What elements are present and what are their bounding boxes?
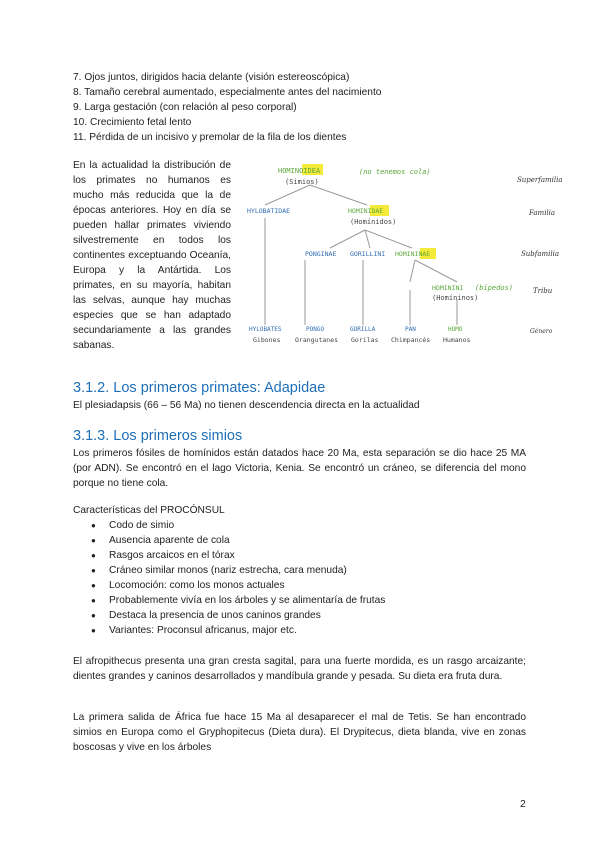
hominidos-label: (Homínidos) [350, 218, 397, 226]
ponginae-label: PONGINAE [305, 250, 337, 258]
salida-paragraph: La primera salida de África fue hace 15 Ma al desaparecer el mal de Tetis. Se han encontrado simios en Europa como el Gryphopitecus (Dieta dura). El Drypitecus, dieta blanda, vive en zonas boscosas y vive en los árboles [73, 712, 526, 753]
list-item: ● Destaca la presencia de unos caninos grandes [73, 608, 385, 623]
bipedos-label: (bípedos) [475, 284, 513, 292]
section-313-text: Los primeros fósiles de homínidos están datados hace 20 Ma, esta separación se dio hace 25 MA (por ADN). Se encontró en el lago Victoria, Kenia. Se encontró un cráneo, se diferencia del mono porque no tiene cola. [73, 448, 526, 489]
list-item-7: 7. Ojos juntos, dirigidos hacia delante (visión estereoscópica) [73, 72, 350, 83]
taxonomy-diagram [245, 160, 563, 355]
hominini-label: HOMININI [432, 284, 464, 292]
rank-superfamilia: Superfamilia [517, 176, 563, 184]
rank-genero: Género [530, 328, 553, 335]
list-item-11: 11. Pérdida de un incisivo y premolar de la fila de los dientes [73, 132, 347, 143]
genus-pan: PAN [405, 326, 416, 333]
proconsul-title: Características del PROCÓNSUL [73, 505, 225, 516]
list-item: ● Variantes: Proconsul africanus, major etc. [73, 623, 385, 638]
homininae-label: HOMININAE [395, 250, 431, 258]
section-312-text: El plesiadapsis (66 – 56 Ma) no tienen descendencia directa en la actualidad [73, 400, 420, 411]
homininos-label: (Homíninos) [432, 294, 479, 302]
list-item: ● Codo de simio [73, 518, 385, 533]
genus-pongo: PONGO [306, 326, 325, 333]
genus-homo: HOMO [448, 326, 463, 333]
page-number: 2 [520, 798, 526, 810]
list-item-8: 8. Tamaño cerebral aumentado, especialmente antes del nacimiento [73, 87, 382, 98]
common-chimpances: Chimpancés [391, 336, 431, 344]
rank-subfamilia: Subfamilia [521, 250, 560, 258]
common-gorilas: Gorilas [351, 336, 379, 344]
list-item: ● Probablemente vivía en los árboles y se alimentaría de frutas [73, 593, 385, 608]
rank-tribu: Tribu [533, 287, 553, 295]
no-tail-note: (no tenemos cola) [359, 168, 431, 176]
common-orangutanes: Orangutanes [295, 336, 339, 344]
list-item-9: 9. Larga gestación (con relación al peso corporal) [73, 102, 297, 113]
hominoidea-label: HOMINOIDEA [278, 167, 321, 175]
section-312-heading: 3.1.2. Los primeros primates: Adapidae [73, 380, 326, 396]
simios-label: (Simios) [285, 178, 319, 186]
list-item: ● Rasgos arcaicos en el tórax [73, 548, 385, 563]
genus-hylobates: HYLOBATES [249, 326, 282, 333]
hominidae-label: HOMINIDAE [348, 207, 384, 215]
list-item-10: 10. Crecimiento fetal lento [73, 117, 192, 128]
list-item: ● Locomoción: como los monos actuales [73, 578, 385, 593]
gorillini-label: GORILLINI [350, 250, 386, 258]
afropithecus-paragraph: El afropithecus presenta una gran cresta sagital, para una fuerte mordida, es un rasgo arcaizante; dientes grandes y caninos desarrollados y mandíbula grande y pesada. Su dieta era fruta dura. [73, 656, 526, 682]
list-item: ● Cráneo similar monos (nariz estrecha, cara menuda) [73, 563, 385, 578]
proconsul-list [73, 518, 385, 638]
common-humanos: Humanos [443, 336, 471, 344]
rank-familia: Familia [529, 209, 556, 217]
section-313-heading: 3.1.3. Los primeros simios [73, 428, 243, 444]
intro-paragraph: En la actualidad la distribución de los primates no humanos es mucho más reducida que la de épocas anteriores. Hoy en día se pueden hallar primates viviendo silvestremente en todos los continentes exceptuando Oceanía, Europa y la Antártida. Los primates, en su mayoría, habitan las selvas, aunque hay muchas especies que se han adaptado secundariamente a las grandes sabanas. [73, 160, 231, 351]
genus-gorilla: GORILLA [350, 326, 376, 333]
hylobatidae-label: HYLOBATIDAE [247, 207, 291, 215]
common-gibones: Gibones [253, 336, 281, 344]
list-item: ● Ausencia aparente de cola [73, 533, 385, 548]
